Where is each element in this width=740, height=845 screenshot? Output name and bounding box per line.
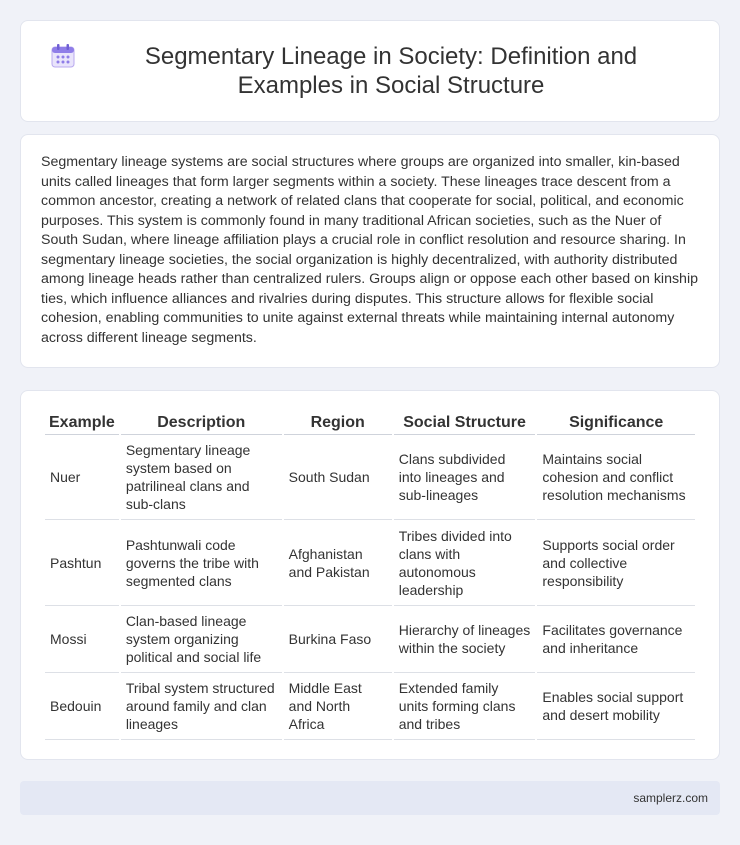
table-cell: Hierarchy of lineages within the society (394, 606, 536, 673)
table-cell: Clan-based lineage system organizing political and social life (121, 606, 282, 673)
table-cell: Mossi (45, 606, 119, 673)
table-cell: Tribes divided into clans with autonomous leadership (394, 520, 536, 606)
table-cell: Pashtunwali code governs the tribe with segmented clans (121, 520, 282, 606)
calendar-icon (49, 42, 77, 70)
table-row (45, 435, 695, 520)
intro-paragraph: Segmentary lineage systems are social structures where groups are organized into smaller, kin-based units called lineages that form larger segments within a society. These lineages trace descent from a common ancestor, creating a network of related clans that cooperate for social, political, and economic purposes. This system is commonly found in many traditional African societies, such as the Nuer of South Sudan, where lineage affiliation plays a crucial role in conflict resolution and resource sharing. In segmentary lineage societies, the social organization is highly decentralized, with authority distributed among lineage heads rather than centralized rulers. Groups align or oppose each other based on kinship ties, which influence alliances and rivalries during disputes. This structure allows for flexible social cohesion, enabling communities to unite against external threats while maintaining internal autonomy across different lineage segments. (41, 154, 698, 346)
page-title: Segmentary Lineage in Society: Definition and Examples in Social Structure (144, 43, 638, 99)
table-cell: South Sudan (284, 435, 392, 520)
table-cell: Tribal system structured around family and clan lineages (121, 673, 282, 740)
table-row (45, 606, 695, 673)
table-cell: Burkina Faso (284, 606, 392, 673)
column-header: Social Structure (394, 411, 536, 435)
table-cell: Bedouin (45, 673, 119, 740)
table-cell: Clans subdivided into lineages and sub-lineages (394, 435, 536, 520)
table-cell: Middle East and North Africa (284, 673, 392, 740)
examples-table (43, 411, 697, 740)
column-header: Description (121, 411, 282, 435)
table-card (20, 390, 720, 760)
source-label: samplerz.com (633, 791, 708, 805)
footer-bar (20, 781, 720, 815)
table-row (45, 520, 695, 606)
intro-card (20, 134, 720, 368)
column-header: Significance (537, 411, 695, 435)
column-header: Region (284, 411, 392, 435)
table-cell: Nuer (45, 435, 119, 520)
table-cell: Afghanistan and Pakistan (284, 520, 392, 606)
table-cell: Maintains social cohesion and conflict resolution mechanisms (537, 435, 695, 520)
column-header: Example (45, 411, 119, 435)
table-cell: Supports social order and collective responsibility (537, 520, 695, 606)
table-row (45, 673, 695, 740)
table-cell: Facilitates governance and inheritance (537, 606, 695, 673)
header-card (20, 20, 720, 122)
table-header-row (45, 411, 695, 435)
table-cell: Extended family units forming clans and tribes (394, 673, 536, 740)
table-cell: Enables social support and desert mobility (537, 673, 695, 740)
table-cell: Segmentary lineage system based on patrilineal clans and sub-clans (121, 435, 282, 520)
table-cell: Pashtun (45, 520, 119, 606)
